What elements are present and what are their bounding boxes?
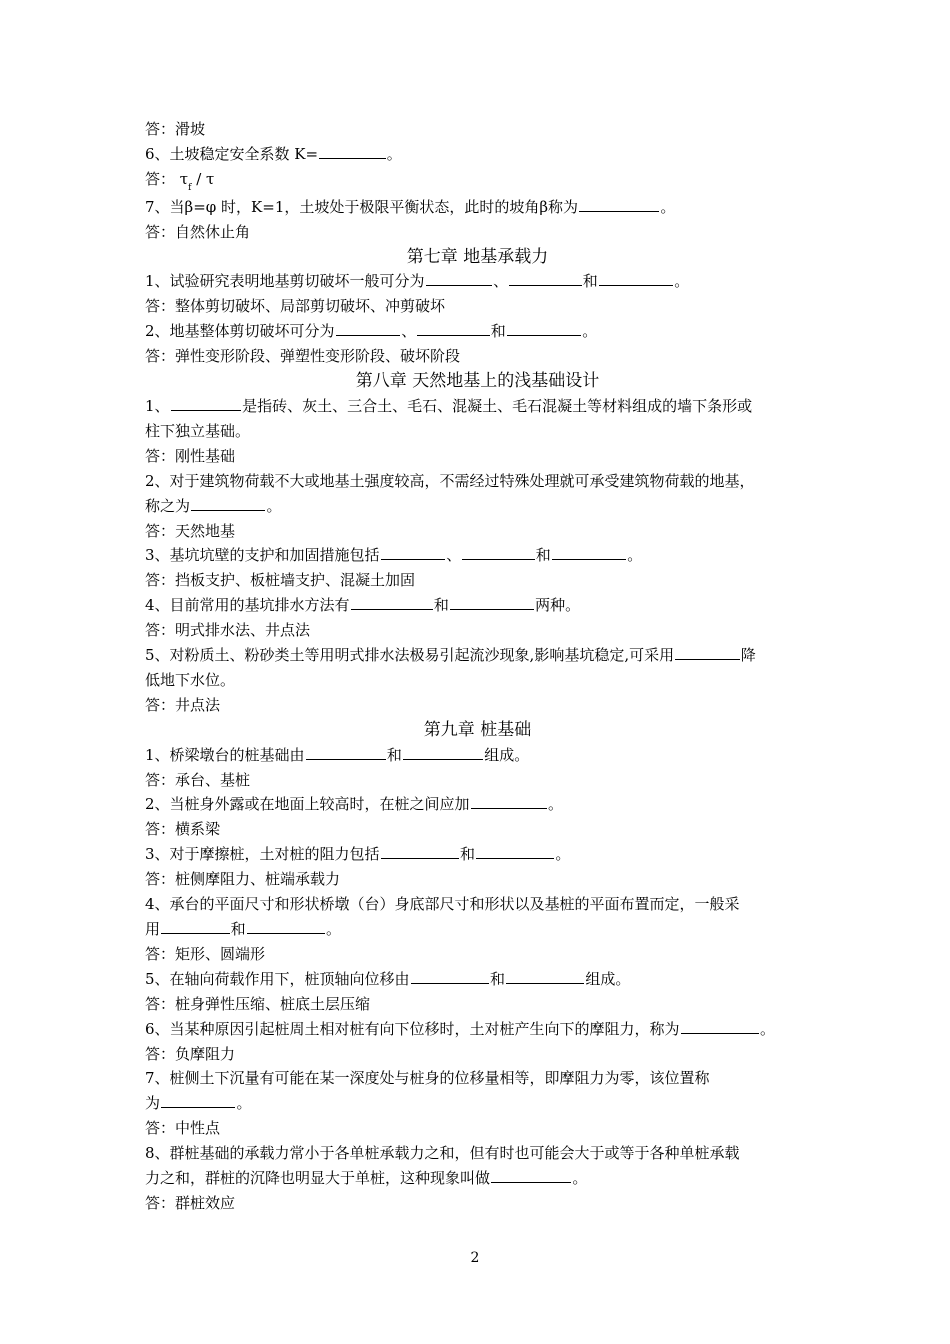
question-line xyxy=(145,967,810,992)
question-line xyxy=(145,842,810,867)
line-text: 力之和，群桩的沉降也明显大于单桩，这种现象叫做 xyxy=(145,1169,491,1188)
fill-in-blank xyxy=(319,157,386,159)
answer-line xyxy=(145,117,810,142)
separator-text: 和 xyxy=(535,546,551,565)
line-text: 。 xyxy=(759,1019,775,1038)
question-line xyxy=(145,142,810,167)
line-text: 答：自然休止角 xyxy=(145,222,251,241)
line-text: 。 xyxy=(547,795,563,814)
fill-in-blank xyxy=(351,608,433,610)
line-text: 答：中性点 xyxy=(145,1119,221,1138)
fill-in-blank xyxy=(471,807,547,809)
line-text: 答：明式排水法、井点法 xyxy=(145,621,311,640)
fill-in-blank xyxy=(191,509,265,511)
separator-text: 、 xyxy=(493,272,509,291)
line-text: 5、在轴向荷载作用下，桩顶轴向位移由 xyxy=(145,969,410,988)
answer-line xyxy=(145,1191,810,1216)
answer-line xyxy=(145,618,810,643)
fill-in-blank xyxy=(417,334,490,336)
line-text: 答：桩侧摩阻力、桩端承载力 xyxy=(145,870,341,889)
line-text: 7、当β=φ 时，K=1，土坡处于极限平衡状态，此时的坡角β称为 xyxy=(145,197,579,216)
line-text: 低地下水位。 xyxy=(145,670,236,689)
line-text: 3、对于摩擦桩，土对桩的阻力包括 xyxy=(145,845,380,864)
line-text: 答：横系梁 xyxy=(145,820,221,839)
fill-in-blank xyxy=(579,210,659,212)
answer-line xyxy=(145,867,810,892)
line-text: 8、群桩基础的承载力常小于各单桩承载力之和，但有时也可能会大于或等于各种单桩承载 xyxy=(145,1144,740,1163)
document-body xyxy=(145,117,810,1216)
fill-in-blank xyxy=(161,1106,235,1108)
line-text: 。 xyxy=(660,197,676,216)
line-text: 答： τ xyxy=(145,169,189,188)
separator-text: 、 xyxy=(446,546,462,565)
fill-in-blank xyxy=(462,558,535,560)
fill-in-blank xyxy=(306,758,386,760)
fill-in-blank xyxy=(171,409,242,411)
answer-line xyxy=(145,344,810,369)
fill-in-blank xyxy=(507,334,581,336)
line-text: 柱下独立基础。 xyxy=(145,421,251,440)
question-line xyxy=(145,892,810,917)
line-text: 5、对粉质土、粉砂类土等用明式排水法极易引起流沙现象,影响基坑稳定,可采用 xyxy=(145,646,675,665)
answer-line xyxy=(145,220,810,245)
line-text: 。 xyxy=(266,496,282,515)
line-text: 2、当桩身外露或在地面上较高时，在桩之间应加 xyxy=(145,795,470,814)
line-text: 答：刚性基础 xyxy=(145,446,236,465)
line-text: 答：桩身弹性压缩、桩底土层压缩 xyxy=(145,994,371,1013)
line-text: 答：整体剪切破坏、局部剪切破坏、冲剪破坏 xyxy=(145,297,446,316)
line-text: 。 xyxy=(674,272,690,291)
line-text: 两种。 xyxy=(535,596,581,615)
fill-in-blank xyxy=(506,982,584,984)
line-text: 答：群桩效应 xyxy=(145,1193,236,1212)
line-text: 用 xyxy=(145,920,161,938)
answer-line xyxy=(145,444,810,469)
question-line xyxy=(145,394,810,419)
question-line xyxy=(145,593,810,618)
line-text: 降 xyxy=(740,646,756,665)
question-line xyxy=(145,419,810,444)
line-text: 。 xyxy=(627,546,643,565)
fill-in-blank xyxy=(552,558,626,560)
chapter-heading: 第七章 地基承载力 xyxy=(406,246,549,267)
fill-in-blank xyxy=(411,982,489,984)
question-line xyxy=(145,1066,810,1091)
line-text: 4、目前常用的基坑排水方法有 xyxy=(145,596,350,615)
question-line xyxy=(145,1091,810,1116)
line-text: 组成。 xyxy=(484,745,530,764)
separator-text: 、 xyxy=(401,322,417,341)
question-line xyxy=(145,195,810,220)
fill-in-blank xyxy=(161,932,230,934)
question-line xyxy=(145,1166,810,1191)
line-text: 称之为 xyxy=(145,496,191,515)
answer-line xyxy=(145,167,810,195)
answer-line xyxy=(145,817,810,842)
line-text: 2、地基整体剪切破坏可分为 xyxy=(145,322,335,341)
answer-line xyxy=(145,992,810,1017)
fill-in-blank xyxy=(675,658,740,660)
fill-in-blank xyxy=(247,932,325,934)
fill-in-blank xyxy=(491,1181,571,1183)
page-number: 2 xyxy=(470,1250,480,1266)
line-text: 2、对于建筑物荷载不大或地基土强度较高，不需经过特殊处理就可承受建筑物荷载的地基， xyxy=(145,471,755,490)
line-text: 1、 xyxy=(145,396,170,415)
question-line xyxy=(145,494,810,519)
line-text: 6、土坡稳定安全系数 K= xyxy=(145,144,319,163)
question-line xyxy=(145,319,810,344)
answer-line xyxy=(145,568,810,593)
line-text: 。 xyxy=(555,845,571,864)
line-text: 答：矩形、圆端形 xyxy=(145,944,266,963)
question-line xyxy=(145,1141,810,1166)
separator-text: 和 xyxy=(489,969,505,988)
fill-in-blank xyxy=(599,284,673,286)
answer-line xyxy=(145,1042,810,1067)
separator-text: 和 xyxy=(386,745,402,764)
question-line xyxy=(145,643,810,668)
fill-in-blank xyxy=(509,284,582,286)
separator-text: 和 xyxy=(490,322,506,341)
fill-in-blank xyxy=(426,284,493,286)
line-text: 。 xyxy=(326,920,342,938)
fill-in-blank xyxy=(403,758,483,760)
separator-text: 和 xyxy=(582,272,598,291)
answer-line xyxy=(145,693,810,718)
subscript: f xyxy=(188,182,192,193)
answer-line xyxy=(145,294,810,319)
line-text: 答：弹性变形阶段、弹塑性变形阶段、破坏阶段 xyxy=(145,347,461,366)
question-line xyxy=(145,469,810,494)
separator-text: 和 xyxy=(459,845,475,864)
line-text: 为 xyxy=(145,1094,161,1113)
line-text: 。 xyxy=(386,144,402,163)
question-line xyxy=(145,917,810,942)
line-text: 答：井点法 xyxy=(145,695,221,714)
line-text: 。 xyxy=(572,1169,588,1188)
question-line xyxy=(145,543,810,568)
separator-text: 和 xyxy=(230,920,246,938)
line-text: 1、试验研究表明地基剪切破坏一般可分为 xyxy=(145,272,425,291)
line-text: 。 xyxy=(582,322,598,341)
line-text: 答：挡板支护、板桩墙支护、混凝土加固 xyxy=(145,571,416,590)
fill-in-blank xyxy=(681,1032,759,1034)
answer-line xyxy=(145,942,810,967)
fill-in-blank xyxy=(450,608,534,610)
line-text: 组成。 xyxy=(585,969,631,988)
answer-line xyxy=(145,768,810,793)
fill-in-blank xyxy=(381,857,459,859)
question-line xyxy=(145,269,810,294)
line-text: 6、当某种原因引起桩周土相对桩有向下位移时，土对桩产生向下的摩阻力，称为 xyxy=(145,1019,680,1038)
line-text: 答：滑坡 xyxy=(145,120,206,138)
answer-line xyxy=(145,1116,810,1141)
line-text: 7、桩侧土下沉量有可能在某一深度处与桩身的位移量相等，即摩阻力为零，该位置称 xyxy=(145,1069,710,1088)
fill-in-blank xyxy=(476,857,554,859)
question-line xyxy=(145,1017,810,1042)
separator-text: 和 xyxy=(433,596,449,615)
chapter-heading: 第九章 桩基础 xyxy=(423,719,532,740)
question-line xyxy=(145,668,810,693)
line-text: / τ xyxy=(191,169,215,188)
line-text: 答：承台、基桩 xyxy=(145,770,251,789)
question-line xyxy=(145,792,810,817)
line-text: 1、桥梁墩台的桩基础由 xyxy=(145,745,305,764)
line-text: 是指砖、灰土、三合土、毛石、混凝土、毛石混凝土等材料组成的墙下条形或 xyxy=(242,396,753,415)
answer-line xyxy=(145,519,810,544)
fill-in-blank xyxy=(336,334,401,336)
line-text: 答：天然地基 xyxy=(145,521,236,540)
chapter-heading: 第八章 天然地基上的浅基础设计 xyxy=(355,371,600,392)
line-text: 4、承台的平面尺寸和形状桥墩（台）身底部尺寸和形状以及基桩的平面布置而定，一般采 xyxy=(145,895,740,914)
line-text: 。 xyxy=(236,1094,252,1113)
line-text: 答：负摩阻力 xyxy=(145,1044,236,1063)
fill-in-blank xyxy=(381,558,446,560)
line-text: 3、基坑坑壁的支护和加固措施包括 xyxy=(145,546,380,565)
question-line xyxy=(145,743,810,768)
